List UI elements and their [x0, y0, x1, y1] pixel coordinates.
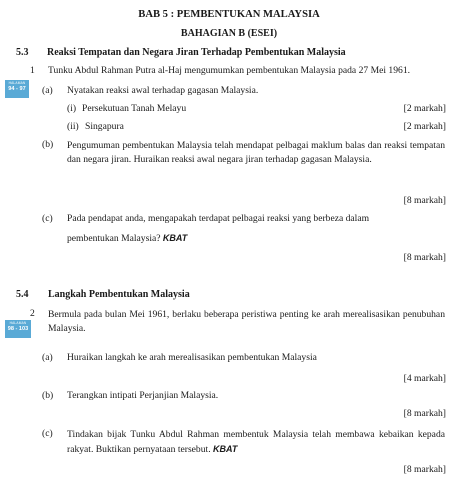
question-1a-ii-label: (ii)	[67, 121, 79, 132]
question-1a-ii-marks: [2 markah]	[403, 121, 446, 132]
question-1-stem: Tunku Abdul Rahman Putra al-Haj mengumumkan pembentukan Malaysia pada 27 Mei 1961.	[48, 65, 411, 76]
question-2b-marks: [8 markah]	[403, 408, 446, 419]
question-1a-i-text: Persekutuan Tanah Melayu	[82, 103, 187, 114]
kbat-tag-2c: KBAT	[213, 444, 238, 454]
question-2a-text: Huraikan langkah ke arah merealisasikan pembentukan Malaysia	[67, 352, 317, 363]
question-2a-marks: [4 markah]	[403, 373, 446, 384]
question-2b-text: Terangkan intipati Perjanjian Malaysia.	[67, 390, 219, 401]
page-reference-badge-2	[5, 320, 31, 338]
question-2b-label: (b)	[42, 390, 54, 401]
badge-pages: 94 - 97	[8, 86, 26, 93]
question-2-stem: Bermula pada bulan Mei 1961, berlaku beberapa peristiwa penting ke arah merealisasikan penubuhan Malaysia.	[48, 309, 445, 334]
question-1a-ii-text: Singapura	[85, 121, 124, 132]
question-1b-text: Pengumuman pembentukan Malaysia telah mendapat pelbagai maklum balas dan reaksi tempatan dan negara jiran. Huraikan reaksi awal negara jiran terhadap gagasan Malaysia.	[67, 140, 445, 165]
question-1a-label: (a)	[42, 85, 53, 96]
question-2-stem-container	[48, 308, 445, 336]
question-1a-text: Nyatakan reaksi awal terhadap gagasan Malaysia.	[67, 85, 259, 96]
page-reference-badge-1	[5, 80, 29, 98]
question-number-1: 1	[30, 65, 35, 76]
question-1b-label: (b)	[42, 139, 54, 150]
question-2c-marks: [8 markah]	[403, 464, 446, 475]
kbat-tag-1c: KBAT	[162, 233, 188, 243]
question-number-2: 2	[30, 308, 35, 319]
section-title-5-4: Langkah Pembentukan Malaysia	[48, 289, 190, 300]
badge-pages-2: 98 - 103	[7, 326, 29, 333]
badge-label-2: HALAMAN	[9, 321, 27, 325]
section-title-5-3: Reaksi Tempatan dan Negara Jiran Terhadap Pembentukan Malaysia	[47, 47, 346, 58]
section-number-5-4: 5.4	[16, 289, 29, 300]
badge-label: HALAMAN	[8, 81, 26, 85]
question-1c-marks: [8 markah]	[403, 252, 446, 263]
question-1c-text-line2-wrap	[67, 234, 187, 244]
section-number-5-3: 5.3	[16, 47, 29, 58]
part-title: BAHAGIAN B (ESEI)	[180, 28, 278, 39]
question-2a-label: (a)	[42, 352, 53, 363]
question-1c-label: (c)	[42, 213, 53, 224]
chapter-title: BAB 5 : PEMBENTUKAN MALAYSIA	[138, 9, 320, 20]
question-1a-i-label: (i)	[67, 103, 77, 114]
question-2c-container	[67, 428, 445, 457]
question-1a-i-marks: [2 markah]	[403, 103, 446, 114]
question-2c-text: Tindakan bijak Tunku Abdul Rahman membentuk Malaysia telah membawa kebaikan kepada rakyat. Buktikan pernyataan tersebut.	[67, 429, 445, 455]
question-2c-label: (c)	[42, 428, 53, 439]
question-1c-text-line2: pembentukan Malaysia?	[67, 233, 161, 244]
question-1c-text-line1: Pada pendapat anda, mengapakah terdapat pelbagai reaksi yang berbeza dalam	[67, 213, 370, 224]
question-1b-marks: [8 markah]	[403, 195, 446, 206]
